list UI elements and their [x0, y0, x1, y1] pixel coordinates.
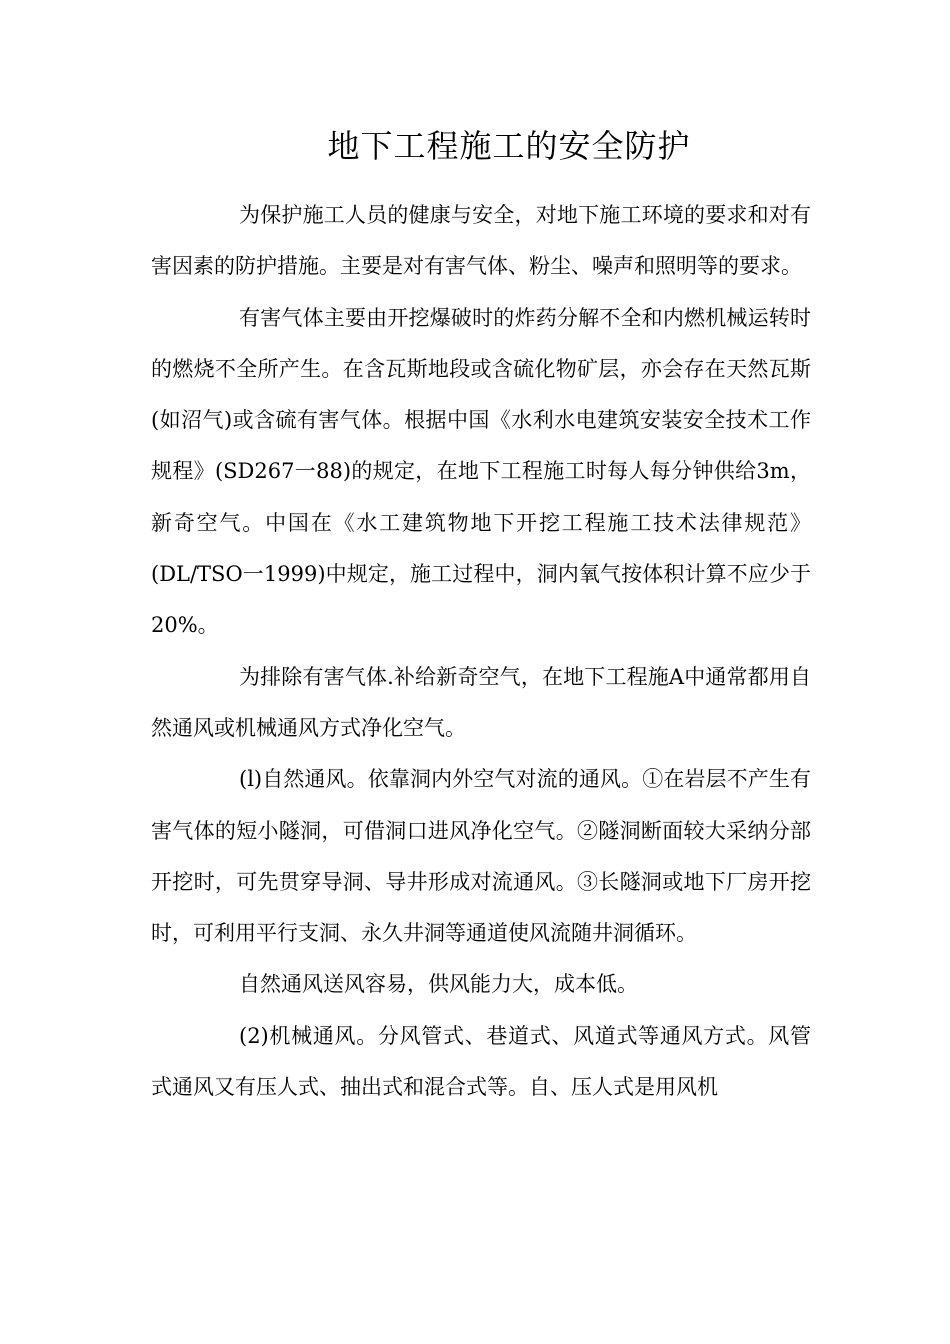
- paragraph-mechanical-ventilation: (2)机械通风。分风管式、巷道式、风道式等通风方式。风管式通风又有压人式、抽出式和混合式等。自、压人式是用风机: [151, 1023, 811, 1100]
- paragraph-intro: 为保护施工人员的健康与安全，对地下施工环境的要求和对有害因素的防护措施。主要是对有害气体、粉尘、噪声和照明等的要求。: [151, 203, 811, 279]
- paragraph-natural-ventilation-summary: 自然通风送风容易，供风能力大，成本低。: [239, 972, 638, 997]
- paragraph-natural-ventilation: (l)自然通风。依靠洞内外空气对流的通风。①在岩层不产生有害气体的短小隧洞，可借洞口进风净化空气。②隧洞断面较大采纳分部开挖时，可先贯穿导洞、导井形成对流通风。③长隧洞或地下厂房开挖时，可利用平行支洞、永久井洞等通道使风流随井洞循环。: [151, 767, 811, 946]
- paragraph-ventilation: 为排除有害气体.补给新奇空气，在地下工程施A中通常都用自然通风或机械通风方式净化空气。: [151, 664, 811, 740]
- document-title: 地下工程施工的安全防护: [327, 127, 691, 165]
- document-body: [151, 190, 811, 1113]
- paragraph-harmful-gas: 有害气体主要由开挖爆破时的炸药分解不全和内燃机械运转时的燃烧不全所产生。在含瓦斯地段或含硫化物矿层，亦会存在天然瓦斯(如沼气)或含硫有害气体。根据中国《水利水电建筑安装安全技术工作规程》(SD267一88)的规定，在地下工程施工时每人每分钟供给3m，新奇空气。中国在《水工建筑物地下开挖工程施工技术法律规范》(DL/TSO一1999)中规定，施工过程中，洞内氧气按体积计算不应少于20%。: [151, 305, 811, 638]
